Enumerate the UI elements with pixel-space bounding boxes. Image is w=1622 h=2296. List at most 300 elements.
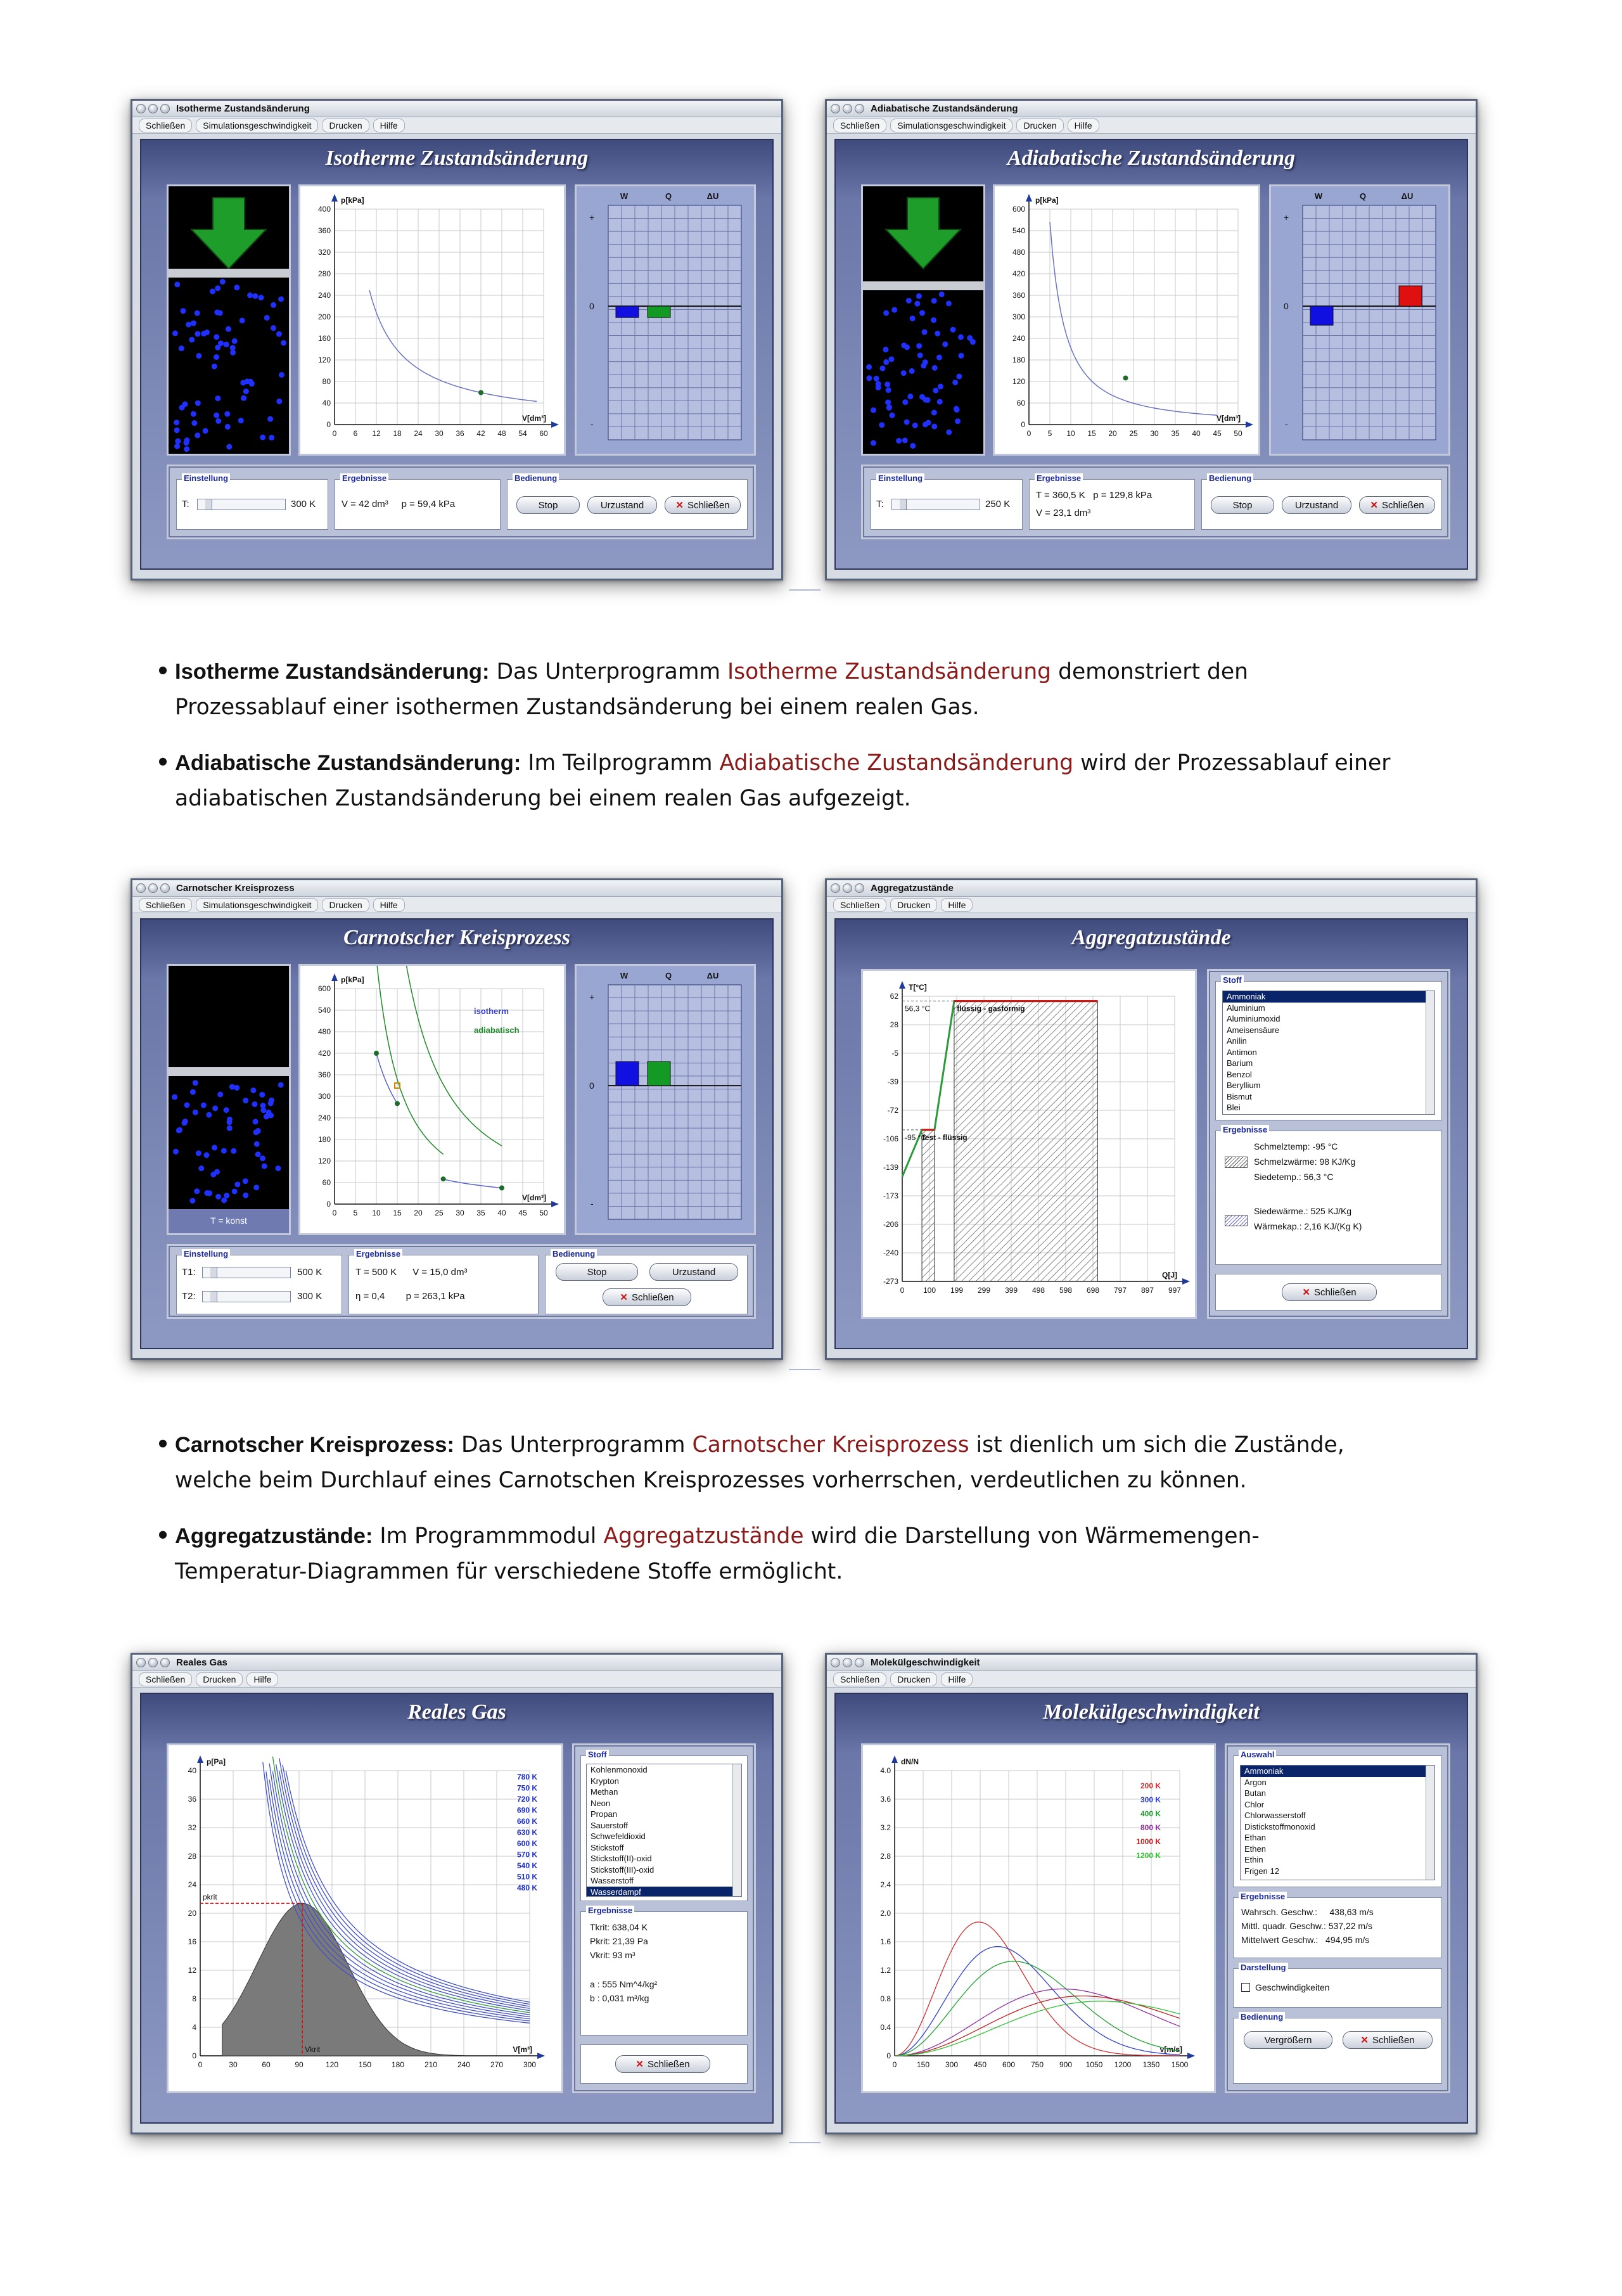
x-axis-label: Q[J] (1162, 1271, 1177, 1279)
list-item[interactable]: Ethan (1244, 1833, 1266, 1842)
pv-chart (300, 966, 564, 1233)
stop-button[interactable]: Stop (516, 496, 580, 514)
menu-item-schliessen[interactable]: Schließen (139, 119, 192, 132)
urzustand-button[interactable]: Urzustand (1282, 496, 1351, 514)
schliessen-label: Schließen (1372, 2034, 1415, 2046)
zero-label: 0 (1284, 301, 1289, 312)
menu-item-drucken[interactable]: Drucken (322, 119, 369, 132)
schliessen-button[interactable] (603, 1288, 691, 1306)
molecule-dot (271, 302, 276, 308)
list-item[interactable]: Butan (1244, 1788, 1266, 1798)
bullet-dot: • (156, 1432, 170, 1458)
menu-item-simulationsgeschwindigkeit[interactable]: Simulationsgeschwindigkeit (196, 119, 318, 132)
result-siedetemp: Siedetemp.: 56,3 °C (1254, 1172, 1334, 1182)
bullet-carnot (156, 1427, 1467, 1498)
x-tick-label: 50 (1234, 429, 1242, 438)
y-tick-label: 420 (1012, 269, 1025, 278)
bedienung-label: Bedienung (551, 1249, 597, 1259)
molecule-dot (950, 327, 956, 333)
y-tick-label: 360 (317, 226, 331, 235)
molecule-dot (914, 301, 920, 307)
menu-item-drucken[interactable]: Drucken (1016, 119, 1063, 132)
x-tick-label: 45 (1213, 429, 1222, 438)
list-item[interactable]: Aluminium (1227, 1003, 1265, 1013)
menu-bar (132, 117, 781, 134)
x-tick-label: 36 (456, 429, 464, 438)
x-tick-label: 6 (353, 429, 358, 438)
x-tick-label: 40 (497, 1209, 506, 1217)
ergebnisse-line-2: η = 0,4 p = 263,1 kPa (355, 1291, 465, 1302)
x-tick-label: 40 (1192, 429, 1201, 438)
result-schmelzwaerme: Schmelzwärme: 98 KJ/Kg (1254, 1157, 1356, 1167)
list-item[interactable]: Barium (1227, 1058, 1253, 1068)
bullet-isotherme (156, 654, 1467, 725)
app-panel (140, 1693, 774, 2124)
molecule-dot (935, 331, 940, 337)
ergebnisse-box (1029, 473, 1195, 530)
y-tick-label: 480 (1012, 248, 1025, 257)
temperature-label: 660 K (517, 1817, 538, 1826)
molecule-dot (203, 1152, 209, 1158)
zero-label: 0 (589, 1081, 594, 1091)
molecule-dot (956, 374, 962, 380)
list-item[interactable]: Beryllium (1227, 1081, 1261, 1090)
bullet-link[interactable]: Adiabatische Zustandsänderung (719, 750, 1074, 776)
bullet-line2: adiabatischen Zustandsänderung bei einem realen Gas aufgezeigt. (175, 786, 911, 811)
list-item[interactable]: Ammoniak (1241, 1766, 1434, 1777)
y-tick-label: 0.8 (880, 1994, 891, 2003)
molecule-dot (886, 387, 891, 393)
x-tick-label: 100 (923, 1286, 936, 1295)
molecule-dot (254, 1141, 260, 1147)
menu-item-drucken[interactable]: Drucken (890, 1672, 937, 1686)
menu-item-hilfe[interactable]: Hilfe (941, 898, 973, 912)
maximize-dot-icon[interactable] (160, 883, 170, 893)
list-item[interactable]: Schwefeldioxid (591, 1831, 646, 1841)
piston-cylinder (169, 966, 289, 1233)
temperature-label: 480 K (517, 1883, 538, 1892)
molecule-dot (194, 1188, 200, 1194)
molecule-dot (876, 385, 881, 390)
schliessen-button[interactable] (1359, 496, 1435, 514)
list-scrollbar[interactable] (1426, 1766, 1434, 1880)
molecule-dot (931, 317, 936, 323)
energy-col-label: Q (1359, 191, 1367, 201)
molecule-dot (896, 438, 902, 444)
window-titlebar (132, 1655, 781, 1671)
close-dot-icon[interactable] (831, 883, 840, 893)
temperature-label: 780 K (517, 1773, 538, 1781)
molecule-dot (218, 340, 224, 346)
list-item[interactable]: Argon (1244, 1777, 1267, 1787)
molecule-dot (954, 406, 959, 412)
maximize-dot-icon[interactable] (160, 1658, 170, 1667)
energy-col-label: ΔU (1401, 191, 1414, 201)
x-tick-label: 0 (900, 1286, 905, 1295)
y-tick-label: 0 (192, 2051, 196, 2060)
maximize-dot-icon[interactable] (855, 104, 864, 113)
energy-bar (1310, 306, 1333, 325)
maxwell-chart (863, 1745, 1214, 2091)
maximize-dot-icon[interactable] (160, 104, 170, 113)
real-gas-chart-frame (167, 1743, 563, 2093)
x-tick-label: 5 (1047, 429, 1052, 438)
y-tick-label: 4 (192, 2023, 196, 2032)
tq-chart-frame (861, 969, 1197, 1319)
list-item[interactable]: Ethin (1244, 1855, 1263, 1864)
plus-label: + (1284, 212, 1289, 222)
list-item[interactable]: Aluminiumoxid (1227, 1014, 1280, 1023)
molecule-dot (210, 288, 215, 294)
molecule-dot (172, 330, 178, 336)
y-tick-label: -139 (883, 1163, 898, 1172)
ergebnisse-box (580, 1906, 748, 2036)
menu-item-drucken[interactable]: Drucken (196, 1672, 243, 1686)
window-titlebar (132, 880, 781, 897)
ann-schmelztemp: -95 °C (905, 1132, 927, 1142)
close-dot-icon[interactable] (136, 883, 146, 893)
y-tick-label: 300 (317, 1092, 331, 1101)
molecule-dot (196, 353, 201, 359)
y-tick-label: 600 (317, 984, 331, 993)
x-tick-label: 54 (518, 429, 527, 438)
energy-chart (577, 966, 754, 1233)
y-tick-label: -39 (887, 1077, 898, 1086)
plus-label: + (589, 992, 595, 1002)
menu-item-drucken[interactable]: Drucken (322, 898, 369, 912)
menu-item-simulationsgeschwindigkeit[interactable]: Simulationsgeschwindigkeit (196, 898, 318, 912)
x-tick-label: 1350 (1142, 2060, 1160, 2069)
molecule-dot (212, 1105, 218, 1111)
molecule-dot (917, 352, 923, 358)
bullet-post: wird der Prozessablauf einer (1080, 750, 1391, 776)
y-tick-label: 40 (188, 1766, 196, 1775)
molecule-dot (936, 355, 942, 361)
bullet-term: Aggregatzustände: (175, 1524, 373, 1548)
minus-label: - (591, 419, 594, 429)
piston-cylinder (169, 186, 289, 454)
ergebnisse-label: Ergebnisse (586, 1906, 634, 1915)
y-tick-label: 300 (1012, 312, 1025, 321)
menu-item-hilfe[interactable]: Hilfe (1068, 119, 1099, 132)
menu-item-drucken[interactable]: Drucken (890, 898, 937, 912)
result-a: a : 555 Nm^4/kg² (590, 1979, 658, 1989)
bedienung-box (1233, 2012, 1442, 2084)
temperature-label: 1200 K (1136, 1851, 1161, 1860)
molecule-dot (226, 326, 231, 332)
list-item[interactable]: Bismut (1227, 1091, 1252, 1101)
x-tick-label: 24 (414, 429, 423, 438)
menu-item-schliessen[interactable]: Schließen (833, 119, 886, 132)
y-tick-label: 360 (317, 1070, 331, 1079)
y-tick-label: 120 (1012, 377, 1025, 386)
y-tick-label: 240 (1012, 334, 1025, 343)
bullet-link[interactable]: Carnotscher Kreisprozess (692, 1432, 969, 1458)
x-tick-label: 150 (916, 2060, 930, 2069)
maximize-dot-icon[interactable] (855, 883, 864, 893)
molecule-dot (260, 1103, 266, 1108)
stop-button[interactable]: Stop (1211, 496, 1274, 514)
y-axis-label: p[kPa] (341, 196, 364, 205)
list-item[interactable]: Frigen 12 (1244, 1866, 1279, 1876)
t-slider[interactable] (197, 499, 286, 510)
temperature-label: 1000 K (1136, 1837, 1161, 1846)
molecule-dot (252, 293, 258, 299)
menu-item-hilfe[interactable]: Hilfe (373, 898, 405, 912)
list-item[interactable]: Antimon (1227, 1047, 1257, 1057)
minimize-dot-icon[interactable] (148, 104, 158, 113)
list-item[interactable]: Methan (591, 1787, 618, 1797)
ann-siedetemp: 56,3 °C (905, 1004, 931, 1013)
molecule-dot (207, 1190, 212, 1196)
stoff-listbox[interactable] (1222, 991, 1435, 1115)
minimize-dot-icon[interactable] (843, 1658, 852, 1667)
side-frame (1207, 969, 1450, 1319)
piston-cylinder (863, 186, 983, 454)
list-item[interactable]: Sauerstoff (591, 1820, 629, 1830)
piston-frame (167, 964, 291, 1235)
menu-bar (827, 897, 1476, 913)
menu-item-schliessen[interactable]: Schließen (139, 1672, 192, 1686)
einstellung-label: Einstellung (182, 1249, 230, 1259)
result-tkrit: Tkrit: 638,04 K (590, 1922, 648, 1932)
molecule-dot (906, 298, 912, 304)
schliessen-button[interactable] (615, 2055, 710, 2073)
x-tick-label: 300 (523, 2060, 537, 2069)
molecule-dot (253, 1119, 259, 1125)
minimize-dot-icon[interactable] (148, 883, 158, 893)
ergebnisse-line-1: V = 42 dm³ p = 59,4 kPa (342, 499, 456, 510)
molecule-dot (278, 1082, 284, 1087)
hatch-swatch-boil (1225, 1215, 1248, 1226)
list-scrollbar[interactable] (1426, 991, 1434, 1114)
x-tick-label: 25 (1129, 429, 1138, 438)
vergroessern-button[interactable]: Vergrößern (1244, 2031, 1332, 2049)
menu-item-simulationsgeschwindigkeit[interactable]: Simulationsgeschwindigkeit (890, 119, 1012, 132)
app-panel (140, 139, 774, 570)
minimize-dot-icon[interactable] (843, 104, 852, 113)
molecule-dot (910, 316, 916, 321)
molecule-dot (175, 439, 181, 444)
ergebnisse-label: Ergebnisse (1221, 1125, 1269, 1134)
app-panel (834, 139, 1468, 570)
ergebnisse-box (348, 1249, 539, 1314)
y-tick-label: 0.4 (880, 2023, 891, 2032)
y-tick-label: -72 (887, 1106, 898, 1115)
molecule-dot (173, 1149, 179, 1155)
molecule-dot (931, 410, 937, 416)
y-tick-label: 24 (188, 1880, 196, 1889)
list-item[interactable]: Propan (591, 1809, 617, 1819)
list-item[interactable]: Neon (591, 1798, 611, 1808)
list-item[interactable]: Kohlenmonoxid (591, 1765, 648, 1774)
menu-bar (827, 117, 1476, 134)
schliessen-button[interactable] (1282, 1283, 1377, 1301)
close-dot-icon[interactable] (831, 104, 840, 113)
pv-chart-frame (298, 964, 566, 1235)
molecule-dot (195, 311, 200, 316)
close-x-icon: ✕ (1370, 500, 1378, 511)
molecule-dot (174, 444, 180, 449)
molecule-dot (923, 421, 928, 427)
einstellung-box (871, 473, 1023, 530)
menu-item-schliessen[interactable]: Schließen (833, 898, 886, 912)
close-dot-icon[interactable] (136, 1658, 146, 1667)
minimize-dot-icon[interactable] (148, 1658, 158, 1667)
t1-slider[interactable] (202, 1267, 291, 1278)
y-tick-label: 1.2 (880, 1966, 891, 1975)
close-dot-icon[interactable] (136, 104, 146, 113)
stop-button[interactable]: Stop (556, 1263, 638, 1281)
urzustand-button[interactable]: Urzustand (649, 1263, 738, 1281)
molecule-dot (227, 1117, 233, 1122)
temperature-label: 540 K (517, 1861, 538, 1870)
result-schmelztemp: Schmelztemp: -95 °C (1254, 1141, 1338, 1151)
screenshot-molekuelgeschwindigkeit (825, 1653, 1478, 2134)
y-tick-label: 2.0 (880, 1909, 891, 1918)
y-tick-label: 0 (326, 1200, 331, 1209)
bullet-term: Adiabatische Zustandsänderung: (175, 751, 521, 775)
menu-item-hilfe[interactable]: Hilfe (373, 119, 405, 132)
t1-value: 500 K (297, 1267, 322, 1278)
y-tick-label: -206 (883, 1220, 898, 1229)
list-item[interactable]: Wasserdampf (587, 1887, 741, 1897)
stoff-listbox[interactable] (586, 1764, 742, 1897)
molecule-dot (225, 424, 231, 430)
list-item[interactable]: Wasserstoff (591, 1876, 634, 1885)
ergebnisse-line-2: V = 23,1 dm³ (1036, 508, 1091, 518)
list-item[interactable]: Ammoniak (1223, 991, 1434, 1003)
energy-chart-frame (575, 964, 756, 1235)
molecule-dot (879, 366, 885, 371)
list-item[interactable]: Blei (1227, 1103, 1241, 1112)
y-tick-label: 180 (1012, 356, 1025, 364)
minimize-dot-icon[interactable] (843, 883, 852, 893)
list-item[interactable]: Stickstoff (591, 1842, 624, 1852)
schliessen-button[interactable] (665, 496, 741, 514)
x-tick-label: 450 (973, 2060, 987, 2069)
close-x-icon: ✕ (635, 2059, 644, 2070)
urzustand-button[interactable]: Urzustand (587, 496, 657, 514)
window-titlebar (827, 101, 1476, 117)
close-dot-icon[interactable] (831, 1658, 840, 1667)
molecule-dot (203, 428, 208, 433)
y-tick-label: -273 (883, 1277, 898, 1286)
molecule-dot (191, 411, 196, 417)
list-item[interactable]: Benzol (1227, 1069, 1252, 1079)
bullet-link[interactable]: Isotherme Zustandsänderung (727, 659, 1052, 684)
molecule-dot (871, 440, 876, 446)
bullet-post: ist dienlich um sich die Zustände, (976, 1432, 1344, 1458)
t-label: T: (182, 499, 189, 510)
list-item[interactable]: Stickstoff(III)-oxid (591, 1864, 655, 1875)
t-value: 300 K (291, 499, 316, 510)
menu-bar (827, 1671, 1476, 1688)
energy-col-label: W (620, 191, 629, 201)
list-item[interactable]: Ethen (1244, 1844, 1266, 1854)
x-tick-label: 1500 (1171, 2060, 1189, 2069)
molecule-dot (931, 298, 937, 304)
cycle-point (395, 1101, 400, 1106)
list-item[interactable]: Stickstoff(II)-oxid (591, 1854, 652, 1863)
x-tick-label: 30 (229, 2060, 238, 2069)
minus-label: - (1285, 419, 1288, 429)
x-tick-label: 897 (1140, 1286, 1154, 1295)
x-tick-label: 15 (1087, 429, 1096, 438)
app-title: Isotherme Zustandsänderung (325, 146, 589, 170)
menu-item-schliessen[interactable]: Schließen (139, 898, 192, 912)
maximize-dot-icon[interactable] (855, 1658, 864, 1667)
piston-caption: T = konst (210, 1215, 247, 1226)
t2-slider[interactable] (202, 1291, 291, 1302)
bullet-pre: Das Unterprogramm (496, 659, 721, 684)
temperature-label: 800 K (1140, 1823, 1161, 1832)
x-tick-label: 12 (372, 429, 381, 438)
list-item[interactable]: Krypton (591, 1776, 619, 1786)
molecule-dot (247, 292, 253, 298)
y-tick-label: 3.6 (880, 1795, 891, 1804)
molecule-dot (250, 1087, 256, 1093)
molecule-dot (227, 1126, 233, 1131)
list-item[interactable]: Distickstoffmonoxid (1244, 1821, 1315, 1831)
list-item[interactable]: Chlor (1244, 1799, 1265, 1809)
bullet-link[interactable]: Aggregatzustände (603, 1523, 804, 1549)
y-tick-label: 1.6 (880, 1937, 891, 1946)
einstellung-box (176, 473, 328, 530)
molecule-dot (182, 1119, 188, 1124)
t-value: 250 K (985, 499, 1011, 510)
side-frame (572, 1743, 756, 2093)
molecule-dot (933, 388, 938, 394)
y-tick-label: 540 (1012, 226, 1025, 235)
list-item[interactable]: Ameisensäure (1227, 1025, 1280, 1035)
geschwindigkeiten-checkbox[interactable] (1241, 1983, 1250, 1992)
molecule-dot (214, 354, 219, 360)
molecule-dot (172, 1094, 177, 1100)
result-pkrit: Pkrit: 21,39 Pa (590, 1936, 648, 1946)
molecule-dot (883, 347, 888, 352)
molecule-dot (243, 1098, 248, 1103)
temperature-label: 400 K (1140, 1809, 1161, 1818)
x-tick-label: 10 (1066, 429, 1075, 438)
molecule-dot (243, 388, 249, 394)
x-tick-label: 270 (490, 2060, 504, 2069)
x-tick-label: 0 (1026, 429, 1031, 438)
close-x-icon: ✕ (1360, 2035, 1369, 2046)
boil-heat-area (954, 1001, 1097, 1281)
menu-item-schliessen[interactable]: Schließen (833, 1672, 886, 1686)
list-item[interactable]: Chlorwasserstoff (1244, 1811, 1306, 1820)
list-item[interactable]: Anilin (1227, 1036, 1247, 1046)
app-title: Adiabatische Zustandsänderung (1007, 146, 1296, 170)
t-slider[interactable] (891, 499, 980, 510)
x-axis-label: V[dm³] (1216, 414, 1241, 423)
menu-item-hilfe[interactable]: Hilfe (941, 1672, 973, 1686)
molecule-dot (245, 378, 250, 384)
molecule-dot (946, 429, 952, 435)
molecule-dot (883, 310, 889, 316)
y-tick-label: 0 (886, 2051, 891, 2060)
menu-item-hilfe[interactable]: Hilfe (246, 1672, 278, 1686)
auswahl-listbox[interactable] (1240, 1765, 1435, 1880)
molecule-dot (220, 279, 226, 285)
list-scrollbar[interactable] (732, 1764, 741, 1896)
x-tick-label: 300 (945, 2060, 959, 2069)
result-vkrit: Vkrit: 93 m³ (590, 1950, 635, 1960)
schliessen-button[interactable] (1343, 2031, 1433, 2049)
molecule-dot (231, 1148, 236, 1154)
molecule-dot (919, 394, 925, 400)
